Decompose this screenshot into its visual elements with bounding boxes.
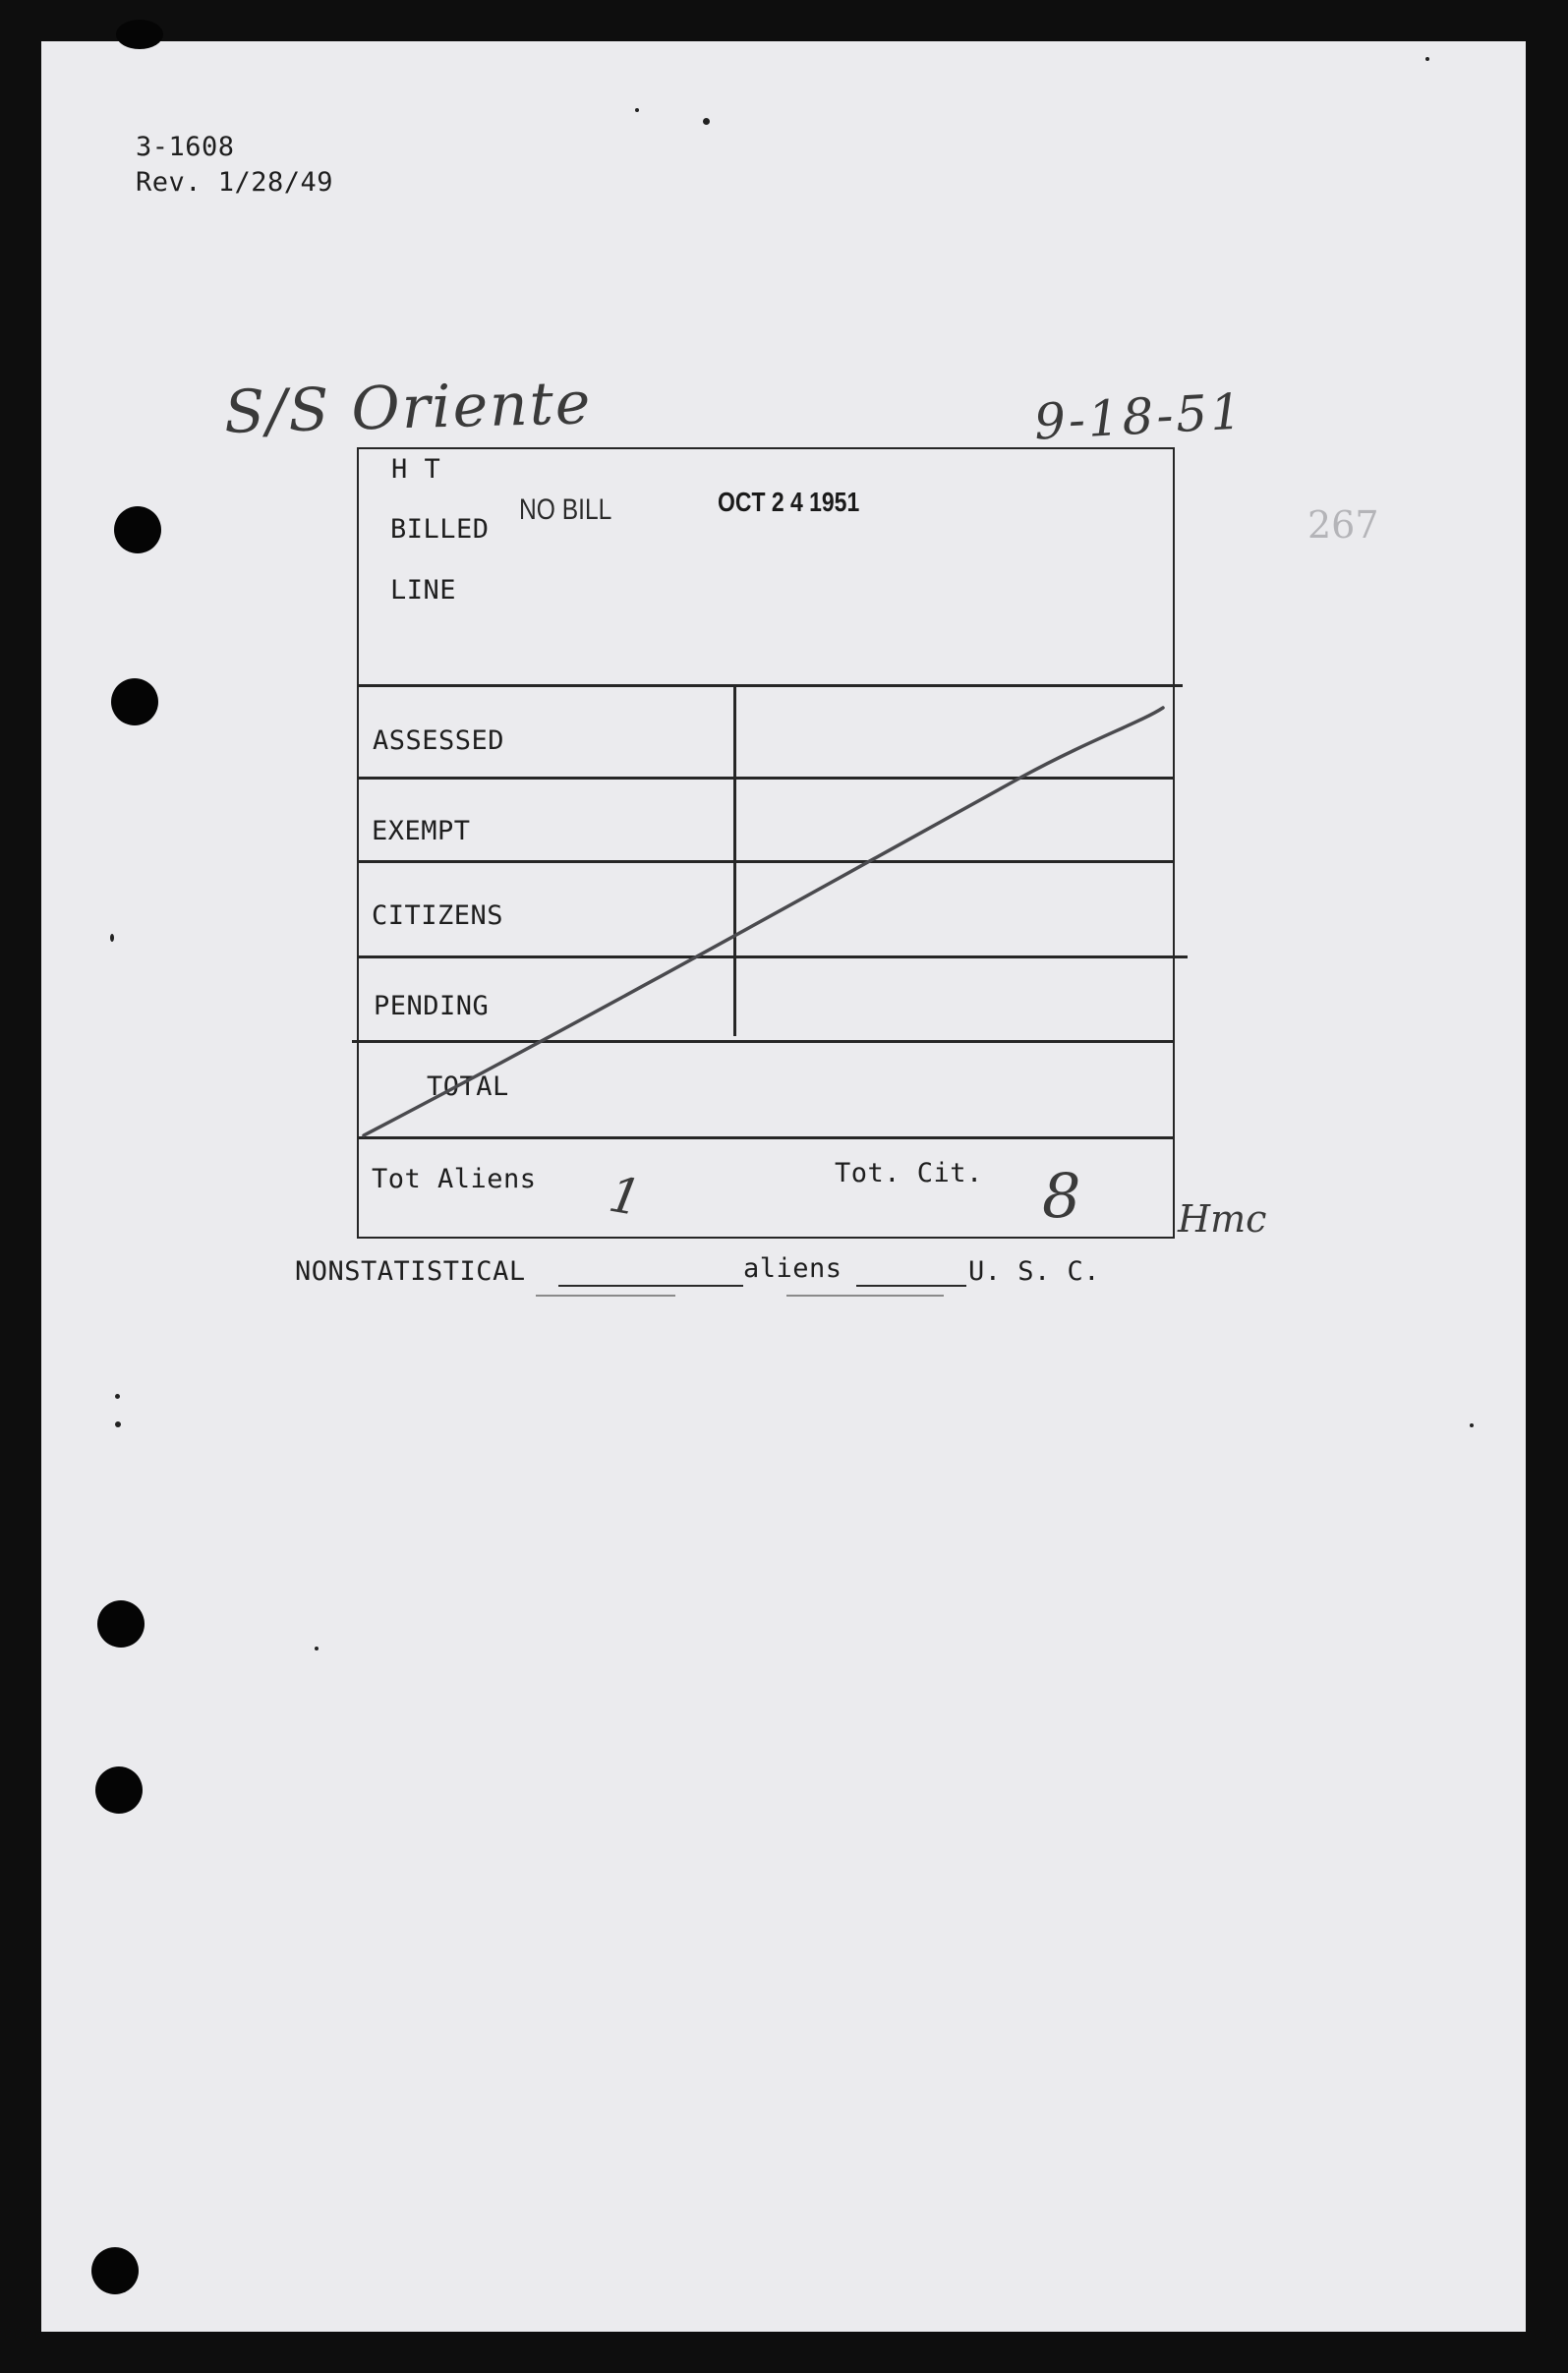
usc-label: U. S. C. (968, 1256, 1101, 1287)
initials: Hmc (1178, 1197, 1267, 1241)
aliens-blank (856, 1285, 966, 1287)
received-date-stamp: OCT 2 4 1951 (718, 487, 860, 517)
label-ht: H T (391, 454, 441, 485)
aliens-label: aliens (743, 1253, 842, 1284)
label-line: LINE (390, 575, 457, 606)
tot-cit-value: 8 (1042, 1160, 1081, 1232)
row-citizens: CITIZENS (372, 900, 504, 931)
row-exempt: EXEMPT (372, 816, 471, 846)
vessel-name: S/S Oriente (223, 369, 594, 447)
row-total: TOTAL (427, 1071, 509, 1102)
nonstatistical-label: NONSTATISTICAL (295, 1256, 526, 1287)
tot-aliens-label: Tot Aliens (372, 1164, 537, 1194)
tot-cit-label: Tot. Cit. (835, 1158, 983, 1188)
nonstatistical-blank (558, 1285, 743, 1287)
handwritten-date: 9-18-51 (1032, 382, 1247, 451)
label-billed: BILLED (390, 514, 490, 545)
cancel-stroke-path (364, 708, 1163, 1135)
no-bill-stamp: NO BILL (519, 493, 612, 526)
row-pending: PENDING (374, 991, 490, 1021)
tot-aliens-value: 1 (605, 1165, 646, 1228)
nonstatistical-blank-underline (536, 1295, 675, 1297)
row-assessed: ASSESSED (373, 725, 505, 756)
form-revision: Rev. 1/28/49 (136, 167, 334, 198)
page-number: 267 (1307, 503, 1379, 547)
form-number: 3-1608 (136, 132, 235, 162)
aliens-blank-underline (786, 1295, 944, 1297)
